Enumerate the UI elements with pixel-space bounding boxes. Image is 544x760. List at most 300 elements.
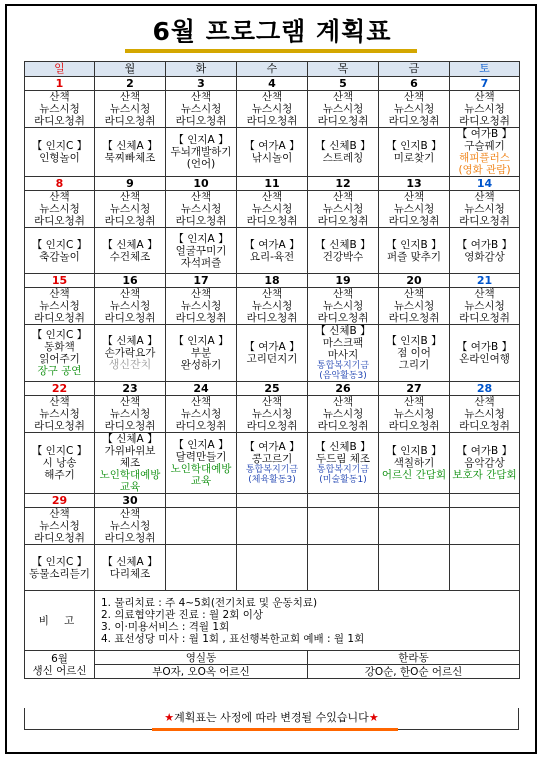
day-number: 24 — [166, 382, 237, 396]
daily-activity-line: 뉴스시청 — [251, 408, 293, 420]
daily-activity-line: 뉴스시청 — [251, 203, 293, 215]
birthday-ward-1: 영실동 — [95, 651, 308, 665]
program-cell — [166, 545, 237, 591]
program-line: 손가락요가 — [104, 347, 156, 359]
day-number-row — [25, 274, 520, 288]
day-number — [166, 494, 237, 508]
program-line: 점 이어 — [397, 347, 431, 359]
note-item: 4. 표선성당 미사 : 월 1회 , 표선행복한교회 예배 : 월 1회 — [101, 632, 365, 645]
daily-activity-cell — [237, 91, 308, 128]
daily-activity-line: 산책 — [190, 191, 212, 203]
title-underline — [125, 49, 417, 53]
daily-activity-line: 뉴스시청 — [464, 408, 505, 420]
program-line: 보호자 간담회 — [452, 469, 517, 481]
daily-activity-line: 라디오청취 — [34, 312, 85, 324]
daily-activity-line: 산책 — [49, 508, 70, 520]
day-number: 18 — [237, 274, 308, 288]
program-line: 스트레칭 — [322, 152, 364, 164]
program-row — [25, 545, 520, 591]
program-line: 동화책 — [44, 341, 75, 353]
birthday-names-2: 강O순, 한O순 어르신 — [308, 665, 520, 679]
daily-activity-line: 라디오청취 — [317, 115, 369, 127]
daily-activity-line: 산책 — [403, 288, 425, 300]
day-number: 5 — [308, 77, 379, 91]
program-line: 노인학대예방 — [170, 463, 232, 475]
program-cell — [95, 433, 166, 494]
program-cell — [308, 545, 379, 591]
program-cell — [25, 228, 95, 274]
program-category: 【 신체A 】 — [102, 555, 158, 568]
daily-activity-line: 라디오청취 — [388, 215, 440, 227]
program-cell — [237, 433, 308, 494]
weekday-tue: 화 — [166, 62, 237, 77]
program-line: 완성하기 — [180, 359, 222, 371]
daily-activity-line: 라디오청취 — [317, 312, 369, 324]
day-number-row — [25, 494, 520, 508]
daily-activity-cell — [166, 288, 237, 325]
program-category: 【 인지C 】 — [31, 238, 88, 251]
daily-activity-line: 라디오청취 — [34, 215, 85, 227]
program-category: 【 여가B 】 — [456, 128, 513, 140]
day-number: 4 — [237, 77, 308, 91]
daily-activity-line: 라디오청취 — [104, 420, 156, 432]
day-number: 7 — [450, 77, 520, 91]
daily-activity-cell — [237, 191, 308, 228]
daily-activity-line: 라디오청취 — [246, 312, 298, 324]
daily-activity-cell — [379, 91, 450, 128]
daily-activity-line: 산책 — [332, 91, 354, 103]
program-line: 온라인여행 — [459, 353, 510, 365]
daily-activity-line: 라디오청취 — [175, 312, 227, 324]
daily-activity-line: 산책 — [403, 91, 425, 103]
program-line: 부분 — [190, 347, 212, 359]
day-number: 15 — [25, 274, 95, 288]
daily-activity-line: 뉴스시청 — [464, 300, 505, 312]
program-line: 노인학대예방 — [99, 469, 161, 481]
program-cell — [25, 128, 95, 177]
program-line: 두드림 체조 — [315, 453, 371, 465]
daily-activity-line: 라디오청취 — [388, 115, 440, 127]
program-category: 【 여가A 】 — [244, 441, 300, 453]
program-cell — [237, 545, 308, 591]
daily-activity-line: 산책 — [261, 191, 283, 203]
day-number: 1 — [25, 77, 95, 91]
daily-activity-line: 뉴스시청 — [39, 103, 80, 115]
daily-activity-cell — [95, 288, 166, 325]
daily-activity-cell — [308, 191, 379, 228]
daily-activity-line: 뉴스시청 — [251, 103, 293, 115]
program-category: 【 인지C 】 — [31, 329, 88, 341]
day-number: 13 — [379, 177, 450, 191]
program-line: 건강박수 — [322, 250, 364, 263]
program-cell — [237, 325, 308, 382]
daily-activity-line: 산책 — [190, 91, 212, 103]
weekday-wed: 수 — [237, 62, 308, 77]
program-line: (체육활동3) — [248, 475, 296, 485]
daily-activity-cell — [379, 191, 450, 228]
program-category: 【 신체B 】 — [315, 325, 371, 337]
daily-activity-cell — [25, 288, 95, 325]
program-category: 【 인지A 】 — [173, 232, 229, 245]
daily-activity-line: 라디오청취 — [104, 532, 156, 544]
daily-activity-row — [25, 396, 520, 433]
daily-activity-line: 산책 — [474, 91, 495, 103]
daily-activity-line: 산책 — [49, 396, 70, 408]
daily-activity-cell — [25, 91, 95, 128]
daily-activity-line: 라디오청취 — [175, 215, 227, 227]
daily-activity-line: 라디오청취 — [246, 215, 298, 227]
program-cell — [450, 433, 520, 494]
daily-activity-line: 산책 — [190, 396, 212, 408]
day-number-row — [25, 382, 520, 396]
day-number: 23 — [95, 382, 166, 396]
day-number: 2 — [95, 77, 166, 91]
daily-activity-line: 뉴스시청 — [39, 203, 80, 215]
daily-activity-line: 뉴스시청 — [180, 103, 222, 115]
daily-activity-cell — [379, 288, 450, 325]
program-line: 요리-육전 — [249, 250, 295, 263]
day-number: 30 — [95, 494, 166, 508]
day-number: 10 — [166, 177, 237, 191]
program-cell — [166, 325, 237, 382]
day-number — [308, 494, 379, 508]
daily-activity-line: 뉴스시청 — [322, 103, 364, 115]
program-category: 【 신체B 】 — [315, 238, 371, 251]
day-number: 28 — [450, 382, 520, 396]
daily-activity-line: 라디오청취 — [246, 115, 298, 127]
program-cell — [25, 545, 95, 591]
star-icon: ★ — [368, 711, 379, 724]
program-category: 【 신체B 】 — [315, 441, 371, 453]
daily-activity-line: 산책 — [474, 396, 495, 408]
daily-activity-cell — [379, 396, 450, 433]
daily-activity-line: 산책 — [474, 191, 495, 203]
daily-activity-line: 뉴스시청 — [180, 408, 222, 420]
day-number: 11 — [237, 177, 308, 191]
daily-activity-line: 뉴스시청 — [393, 203, 435, 215]
program-category: 【 인지A 】 — [173, 439, 229, 451]
program-category: 【 신체A 】 — [102, 433, 158, 445]
program-category: 【 신체A 】 — [102, 140, 158, 152]
daily-activity-cell — [95, 508, 166, 545]
weekday-mon: 월 — [95, 62, 166, 77]
birthday-label-month: 6월 — [51, 652, 68, 665]
daily-activity-cell — [25, 508, 95, 545]
daily-activity-cell — [237, 396, 308, 433]
day-number: 8 — [25, 177, 95, 191]
day-number: 9 — [95, 177, 166, 191]
program-line: 낚시놀이 — [251, 152, 293, 164]
program-category: 【 신체A 】 — [102, 238, 158, 251]
daily-activity-row — [25, 191, 520, 228]
program-cell — [379, 228, 450, 274]
program-cell — [95, 545, 166, 591]
program-line: 통합복지기금 — [316, 361, 370, 371]
program-category: 【 여가A 】 — [244, 140, 300, 152]
daily-activity-line: 뉴스시청 — [464, 103, 505, 115]
weekday-header-row — [25, 62, 520, 77]
daily-activity-cell — [166, 508, 237, 545]
daily-activity-cell — [166, 91, 237, 128]
weekday-thu: 목 — [308, 62, 379, 77]
program-line: 자석퍼즐 — [180, 256, 222, 269]
program-category: 【 인지A 】 — [173, 134, 229, 146]
day-number: 12 — [308, 177, 379, 191]
day-number-row — [25, 77, 520, 91]
daily-activity-cell — [25, 191, 95, 228]
program-line: 해피플러스 — [459, 152, 510, 164]
program-row — [25, 325, 520, 382]
daily-activity-line: 산책 — [49, 191, 70, 203]
daily-activity-line: 산책 — [261, 396, 283, 408]
program-category: 【 인지C 】 — [31, 140, 88, 152]
daily-activity-cell — [450, 508, 520, 545]
program-category: 【 신체B 】 — [315, 140, 371, 152]
program-line: 두뇌개발하기 — [170, 146, 232, 158]
daily-activity-line: 라디오청취 — [34, 532, 85, 544]
daily-activity-line: 산책 — [119, 91, 141, 103]
daily-activity-line: 뉴스시청 — [393, 103, 435, 115]
daily-activity-line: 라디오청취 — [175, 420, 227, 432]
program-line: 얼굴꾸미기 — [175, 244, 227, 257]
program-cell — [95, 325, 166, 382]
daily-activity-line: 산책 — [261, 91, 283, 103]
program-line: 해주기 — [44, 469, 75, 481]
day-number: 22 — [25, 382, 95, 396]
daily-activity-cell — [95, 191, 166, 228]
daily-activity-line: 산책 — [119, 288, 141, 300]
birthday-head-row — [25, 651, 520, 665]
daily-activity-line: 뉴스시청 — [393, 300, 435, 312]
program-category: 【 인지B 】 — [386, 445, 442, 457]
daily-activity-line: 산책 — [119, 191, 141, 203]
program-line: 수건체조 — [109, 250, 151, 263]
daily-activity-line: 산책 — [119, 396, 141, 408]
program-cell — [450, 325, 520, 382]
program-line: 퍼즐 맞추기 — [386, 250, 442, 263]
program-line: 묵찌빠체조 — [104, 152, 156, 164]
daily-activity-line: 뉴스시청 — [39, 300, 80, 312]
daily-activity-line: 라디오청취 — [459, 115, 510, 127]
program-cell — [237, 128, 308, 177]
daily-activity-row — [25, 508, 520, 545]
daily-activity-cell — [166, 191, 237, 228]
birthday-label-text: 생신 어르신 — [32, 664, 87, 677]
program-cell — [308, 325, 379, 382]
program-line: 교육 — [119, 481, 141, 493]
program-category: 【 인지B 】 — [386, 238, 442, 251]
program-category: 【 인지A 】 — [173, 335, 229, 347]
day-number: 26 — [308, 382, 379, 396]
daily-activity-line: 산책 — [332, 191, 354, 203]
daily-activity-line: 라디오청취 — [388, 420, 440, 432]
daily-activity-cell — [450, 396, 520, 433]
note-item: 1. 물리치료 : 주 4~5회(전기치료 및 운동치료) — [101, 596, 318, 609]
day-number: 16 — [95, 274, 166, 288]
page-title: 6월 프로그램 계획표 — [152, 17, 392, 46]
daily-activity-line: 산책 — [474, 288, 495, 300]
daily-activity-line: 뉴스시청 — [39, 520, 80, 532]
program-line: (영화 관람) — [458, 164, 511, 176]
program-category: 【 인지B 】 — [386, 140, 442, 152]
daily-activity-cell — [95, 396, 166, 433]
daily-activity-line: 뉴스시청 — [180, 300, 222, 312]
star-icon: ★ — [164, 711, 175, 724]
notes-label: 비 고 — [25, 591, 95, 651]
daily-activity-line: 뉴스시청 — [109, 408, 151, 420]
birthday-names-row — [25, 665, 520, 679]
program-category: 【 여가B 】 — [456, 445, 513, 457]
program-category: 【 여가B 】 — [456, 341, 513, 353]
daily-activity-line: 산책 — [332, 396, 354, 408]
program-cell — [25, 433, 95, 494]
program-cell — [308, 228, 379, 274]
daily-activity-line: 라디오청취 — [246, 420, 298, 432]
program-line: 읽어주기 — [39, 353, 80, 365]
program-line: (미술활동1) — [319, 475, 367, 485]
program-line: 체조 — [119, 457, 141, 469]
daily-activity-cell — [308, 288, 379, 325]
program-cell — [95, 228, 166, 274]
day-number: 3 — [166, 77, 237, 91]
daily-activity-line: 산책 — [403, 191, 425, 203]
program-line: 콩고르기 — [251, 453, 293, 465]
program-line: 축감놀이 — [39, 250, 80, 263]
daily-activity-line: 뉴스시청 — [109, 520, 151, 532]
daily-activity-line: 라디오청취 — [317, 215, 369, 227]
program-line: 그리기 — [398, 359, 430, 371]
program-category: 【 여가B 】 — [456, 238, 513, 251]
program-cell — [450, 128, 520, 177]
birthday-names-1: 부O자, 오O옥 어르신 — [95, 665, 308, 679]
daily-activity-line: 라디오청취 — [104, 115, 156, 127]
program-category: 【 신체A 】 — [102, 335, 158, 347]
daily-activity-row — [25, 288, 520, 325]
daily-activity-line: 뉴스시청 — [464, 203, 505, 215]
daily-activity-line: 뉴스시청 — [322, 300, 364, 312]
daily-activity-line: 뉴스시청 — [180, 203, 222, 215]
birthday-ward-2: 한라동 — [308, 651, 520, 665]
footer-underline — [152, 728, 398, 731]
program-line: 달력만들기 — [175, 451, 227, 463]
program-line: 마스크팩 — [322, 337, 364, 349]
program-calendar — [24, 61, 520, 679]
program-line: 가위바위보 — [104, 445, 156, 457]
program-category: 【 인지B 】 — [386, 335, 442, 347]
program-cell — [379, 128, 450, 177]
day-number: 19 — [308, 274, 379, 288]
program-cell — [379, 545, 450, 591]
program-line: 음악감상 — [464, 457, 505, 469]
program-cell — [308, 128, 379, 177]
program-cell — [450, 545, 520, 591]
daily-activity-line: 라디오청취 — [104, 312, 156, 324]
program-cell — [25, 325, 95, 382]
program-line: 어르신 간담회 — [381, 469, 447, 481]
daily-activity-line: 뉴스시청 — [39, 408, 80, 420]
day-number — [237, 494, 308, 508]
program-line: 영화감상 — [464, 250, 505, 263]
daily-activity-line: 뉴스시청 — [109, 300, 151, 312]
daily-activity-line: 뉴스시청 — [393, 408, 435, 420]
program-cell — [166, 228, 237, 274]
program-line: 교육 — [190, 475, 212, 487]
daily-activity-line: 라디오청취 — [34, 115, 85, 127]
program-cell — [166, 128, 237, 177]
daily-activity-line: 뉴스시청 — [109, 103, 151, 115]
daily-activity-line: 산책 — [261, 288, 283, 300]
program-row — [25, 228, 520, 274]
daily-activity-line: 라디오청취 — [104, 215, 156, 227]
day-number: 25 — [237, 382, 308, 396]
daily-activity-cell — [25, 396, 95, 433]
program-line: 통합복지기금 — [245, 465, 299, 475]
daily-activity-line: 산책 — [403, 396, 425, 408]
day-number: 20 — [379, 274, 450, 288]
daily-activity-cell — [95, 91, 166, 128]
note-item: 2. 의료협약기관 진료 : 월 2회 이상 — [101, 608, 263, 621]
program-line: 장구 공연 — [37, 365, 82, 377]
daily-activity-cell — [379, 508, 450, 545]
daily-activity-line: 라디오청취 — [175, 115, 227, 127]
program-cell — [237, 228, 308, 274]
day-number: 29 — [25, 494, 95, 508]
daily-activity-cell — [237, 288, 308, 325]
note-item: 3. 이·미용서비스 : 격월 1회 — [101, 620, 230, 633]
weekday-fri: 금 — [379, 62, 450, 77]
program-cell — [379, 325, 450, 382]
weekday-sat: 토 — [450, 62, 520, 77]
program-cell — [308, 433, 379, 494]
day-number-row — [25, 177, 520, 191]
program-category: 【 인지C 】 — [31, 445, 88, 457]
birthday-label — [25, 651, 95, 679]
daily-activity-line: 뉴스시청 — [322, 408, 364, 420]
program-line: 시 낭송 — [42, 457, 77, 469]
daily-activity-line: 라디오청취 — [317, 420, 369, 432]
daily-activity-cell — [237, 508, 308, 545]
program-cell — [166, 433, 237, 494]
daily-activity-cell — [308, 508, 379, 545]
daily-activity-cell — [450, 191, 520, 228]
daily-activity-line: 산책 — [119, 508, 141, 520]
day-number: 17 — [166, 274, 237, 288]
daily-activity-line: 산책 — [190, 288, 212, 300]
program-line: 생신잔치 — [108, 358, 152, 371]
program-line: 색칠하기 — [393, 457, 435, 469]
daily-activity-cell — [308, 396, 379, 433]
program-line: (음악활동3) — [319, 371, 367, 381]
footer-note — [24, 708, 519, 730]
program-line: 동물소리듣기 — [29, 567, 90, 580]
daily-activity-line: 뉴스시청 — [109, 203, 151, 215]
daily-activity-line: 산책 — [49, 91, 70, 103]
daily-activity-line: 라디오청취 — [388, 312, 440, 324]
day-number: 14 — [450, 177, 520, 191]
daily-activity-cell — [308, 91, 379, 128]
program-category: 【 인지C 】 — [31, 555, 88, 568]
program-category: 【 여가A 】 — [244, 238, 300, 251]
day-number — [450, 494, 520, 508]
daily-activity-line: 산책 — [49, 288, 70, 300]
program-line: 통합복지기금 — [316, 465, 370, 475]
daily-activity-row — [25, 91, 520, 128]
day-number — [379, 494, 450, 508]
program-cell — [379, 433, 450, 494]
program-line: 인형놀이 — [39, 152, 80, 164]
daily-activity-cell — [450, 91, 520, 128]
program-line: 미로찾기 — [393, 152, 435, 164]
